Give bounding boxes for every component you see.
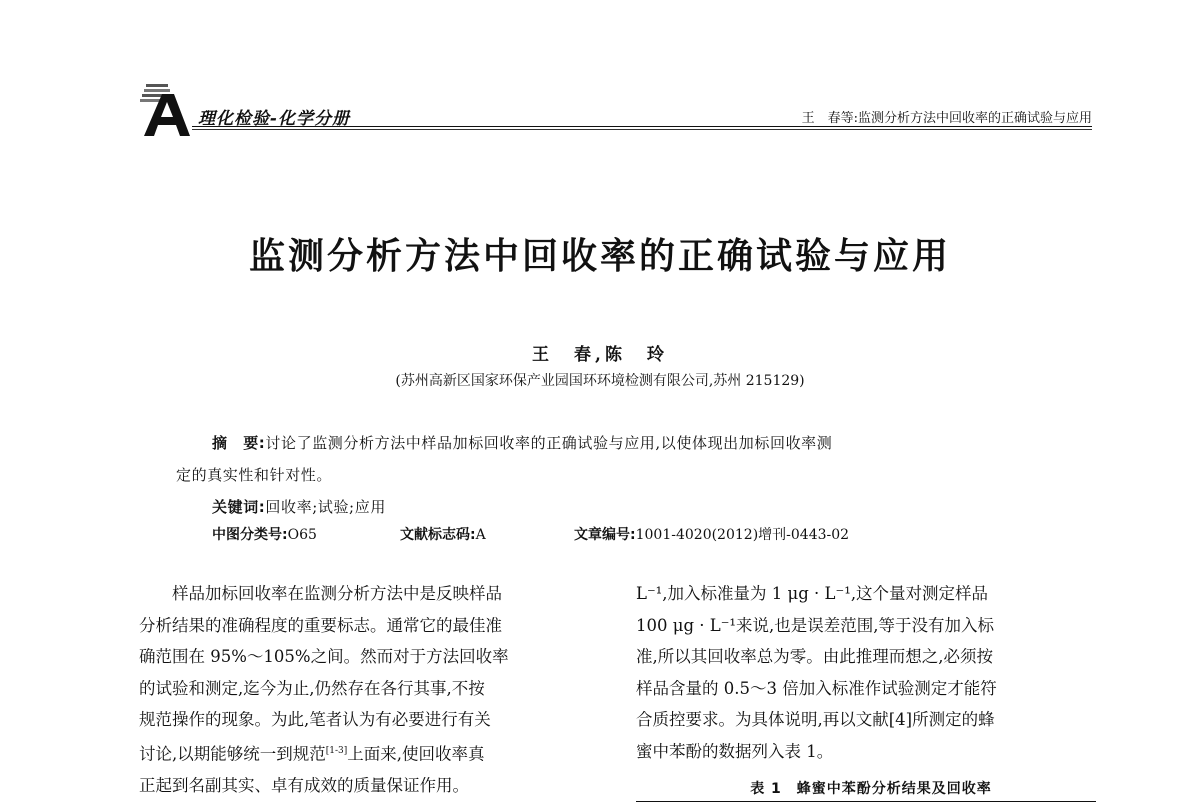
body-text: 上面来,使回收率真 <box>347 744 485 763</box>
table-caption: 表 1 蜂蜜中苯酚分析结果及回收率 <box>750 781 992 797</box>
body-line: 分析结果的准确程度的重要标志。通常它的最佳准 <box>139 615 502 635</box>
keywords-text: 回收率;试验;应用 <box>265 498 386 516</box>
journal-name: 理化检验-化学分册 <box>198 109 351 129</box>
body-line: 确范围在 95%～105%之间。然而对于方法回收率 <box>139 647 509 666</box>
running-title: 王 春等:监测分析方法中回收率的正确试验与应用 <box>801 111 1092 126</box>
body-text: 讨论,以期能够统一到规范 <box>139 744 326 763</box>
clc-label: 中图分类号: <box>212 527 288 543</box>
body-line: 样品含量的 0.5～3 倍加入标准作试验测定才能符 <box>636 678 997 698</box>
doc-code-value: A <box>475 527 486 543</box>
abstract-label: 摘 要: <box>212 434 266 452</box>
body-column-right <box>636 578 1106 767</box>
body-line: 蜜中苯酚的数据列入表 1。 <box>636 741 834 761</box>
article-no-value: 1001-4020(2012)增刊-0443-02 <box>635 527 850 543</box>
journal-logo-icon <box>140 82 192 138</box>
body-line: 合质控要求。为具体说明,再以文献[4]所测定的蜂 <box>636 710 995 729</box>
body-line: 正起到名副其实、卓有成效的质量保证作用。 <box>139 775 469 795</box>
body-line: 样品加标回收率在监测分析方法中是反映样品 <box>172 584 502 603</box>
body-line: 规范操作的现象。为此,笔者认为有必要进行有关 <box>139 710 491 729</box>
keywords-label: 关键词: <box>212 498 266 516</box>
body-line-with-ref <box>139 736 609 770</box>
clc-value: O65 <box>287 527 317 543</box>
article-title: 监测分析方法中回收率的正确试验与应用 <box>248 236 951 277</box>
abstract-text-1: 讨论了监测分析方法中样品加标回收率的正确试验与应用,以使体现出加标回收率测 <box>265 434 833 452</box>
body-line: L⁻¹,加入标准量为 1 μg · L⁻¹,这个量对测定样品 <box>636 584 989 603</box>
header-rule-thin <box>192 129 1092 130</box>
article-affiliation: (苏州高新区国家环保产业园国环环境检测有限公司,苏州 215129) <box>395 373 805 389</box>
header-rule <box>192 126 1092 127</box>
citation-ref[interactable]: [1-3] <box>325 745 348 756</box>
table-top-rule <box>636 801 1096 802</box>
article-no-label: 文章编号: <box>574 527 636 543</box>
keywords-line <box>212 496 386 517</box>
body-line: 100 μg · L⁻¹来说,也是误差范围,等于没有加入标 <box>636 615 995 635</box>
body-line: 的试验和测定,迄今为止,仍然存在各行其事,不按 <box>139 678 485 698</box>
article-authors: 王 春,陈 玲 <box>532 345 668 365</box>
clc-line <box>212 524 317 544</box>
doc-code-line <box>400 524 486 544</box>
abstract-line-2: 定的真实性和针对性。 <box>176 466 333 484</box>
body-line: 准,所以其回收率总为零。由此推理而想之,必须按 <box>636 647 993 666</box>
body-column-left <box>139 578 609 801</box>
doc-code-label: 文献标志码: <box>400 527 476 543</box>
article-no-line <box>574 524 849 544</box>
abstract-line-1 <box>212 432 832 453</box>
